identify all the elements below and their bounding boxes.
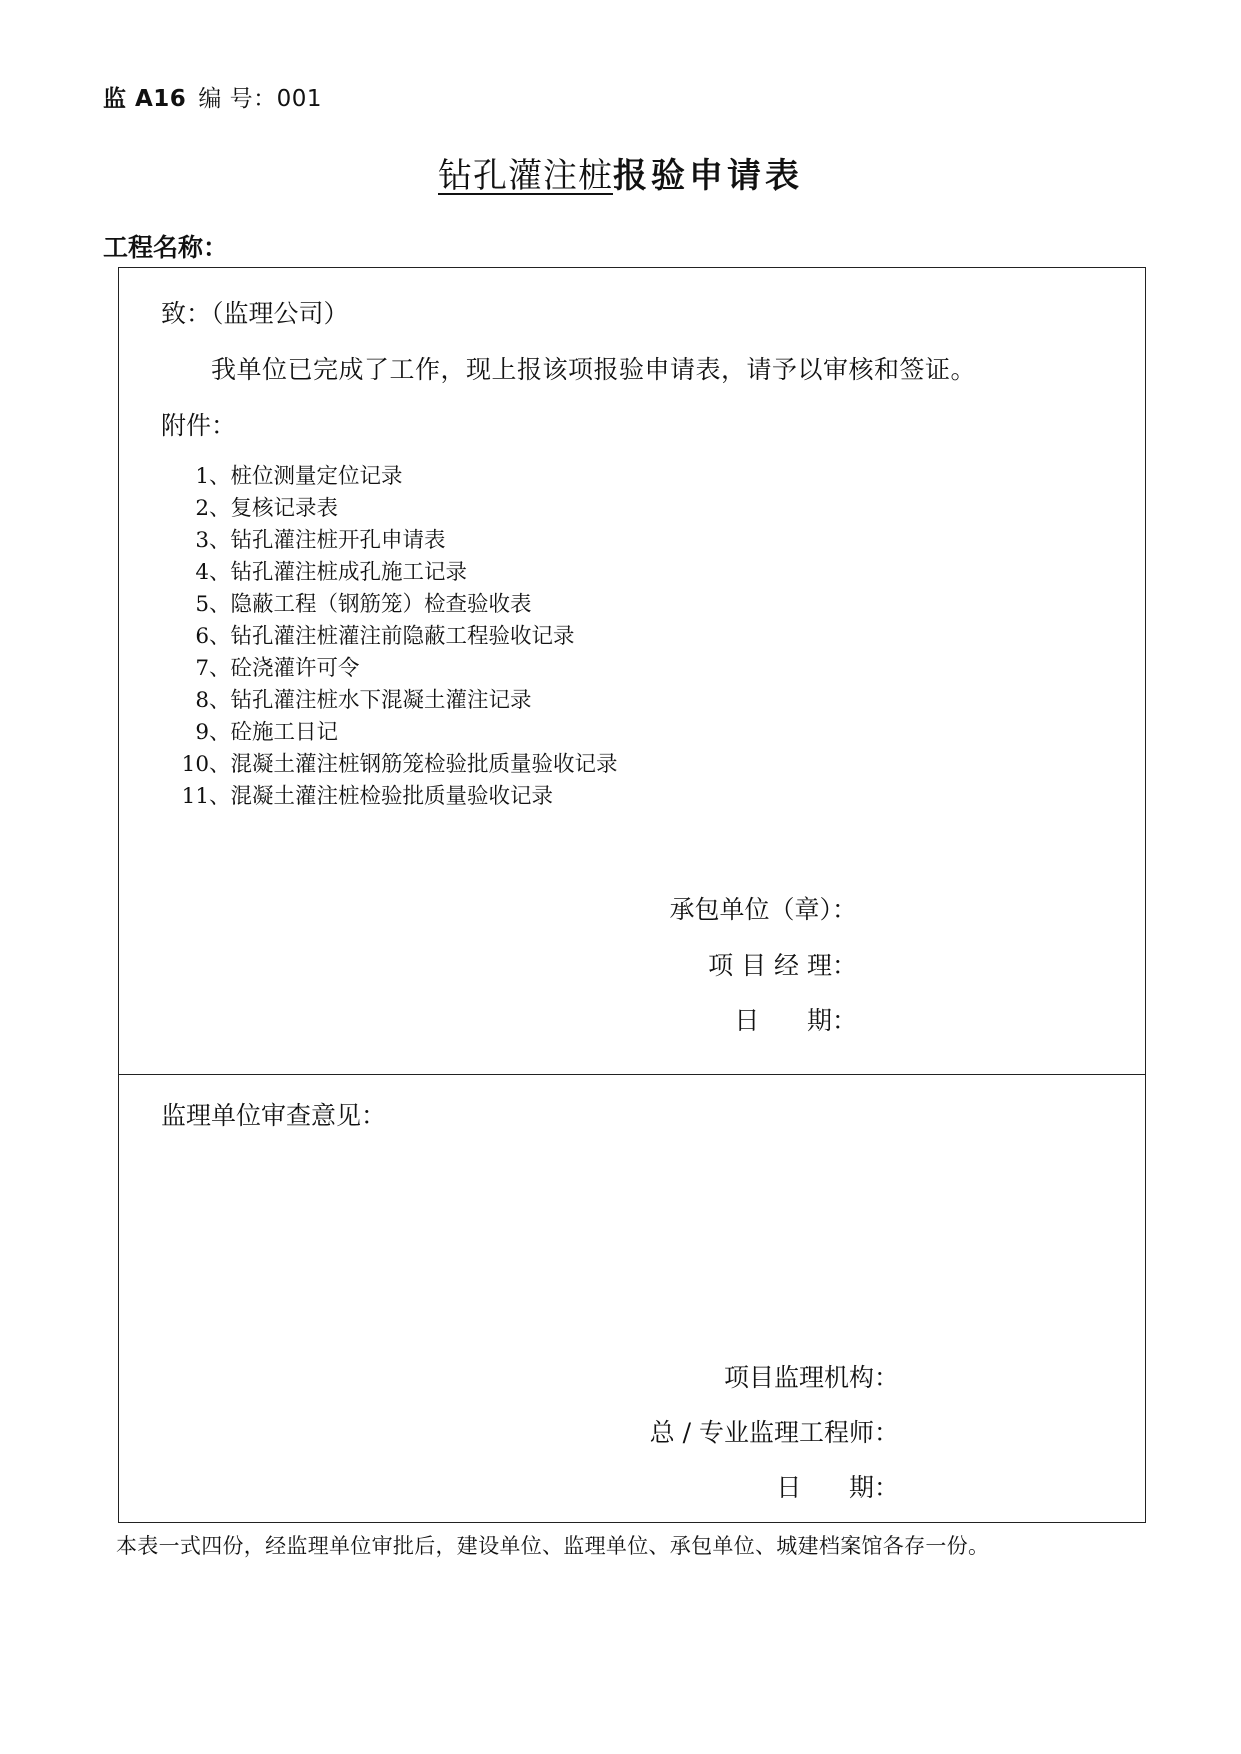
list-item: 6、钻孔灌注桩灌注前隐蔽工程验收记录: [195, 624, 575, 649]
list-item: 11、混凝土灌注桩检验批质量验收记录: [181, 784, 554, 809]
number-value: 001: [276, 86, 323, 112]
section-divider: [119, 1074, 1145, 1075]
number-label: 编 号：: [198, 86, 277, 112]
list-item: 8、钻孔灌注桩水下混凝土灌注记录: [195, 688, 532, 713]
attachments-list: [169, 461, 618, 813]
request-text: 我单位已完成了工作，现上报该项报验申请表，请予以审核和签证。: [211, 355, 977, 384]
project-name-label: 工程名称：: [103, 233, 229, 262]
supervisor-review-label: 监理单位审查意见：: [161, 1101, 387, 1130]
list-item: 9、砼施工日记: [195, 720, 339, 745]
supervision-engineer-label: 总 / 专业监理工程师：: [649, 1418, 899, 1447]
contractor-unit-label: 承包单位（章）：: [669, 895, 857, 924]
supervision-date-label: 日 期：: [776, 1473, 899, 1502]
project-manager-label: 项 目 经 理：: [708, 951, 857, 980]
page-title: [0, 148, 1241, 197]
addressee: 致：（监理公司）: [161, 299, 349, 328]
list-item: 3、钻孔灌注桩开孔申请表: [195, 528, 446, 553]
list-item: 4、钻孔灌注桩成孔施工记录: [195, 560, 468, 585]
footer-note: 本表一式四份，经监理单位审批后，建设单位、监理单位、承包单位、城建档案馆各存一份。: [116, 1534, 990, 1558]
list-item: 10、混凝土灌注桩钢筋笼检验批质量验收记录: [181, 752, 618, 777]
supervision-org-label: 项目监理机构：: [723, 1363, 899, 1392]
attachments-label: 附件：: [161, 411, 237, 440]
title-bold-part: 报验申请表: [613, 156, 803, 196]
list-item: 5、隐蔽工程（钢筋笼）检查验收表: [195, 592, 532, 617]
form-code-line: [103, 80, 322, 113]
title-underlined-part: 钻孔灌注桩: [438, 156, 613, 196]
list-item: 2、复核记录表: [195, 496, 339, 521]
form-code: 监 A16: [103, 86, 187, 112]
list-item: 7、砼浇灌许可令: [195, 656, 360, 681]
list-item: 1、桩位测量定位记录: [195, 464, 403, 489]
contractor-date-label: 日 期：: [734, 1006, 857, 1035]
form-table: [118, 267, 1146, 1523]
